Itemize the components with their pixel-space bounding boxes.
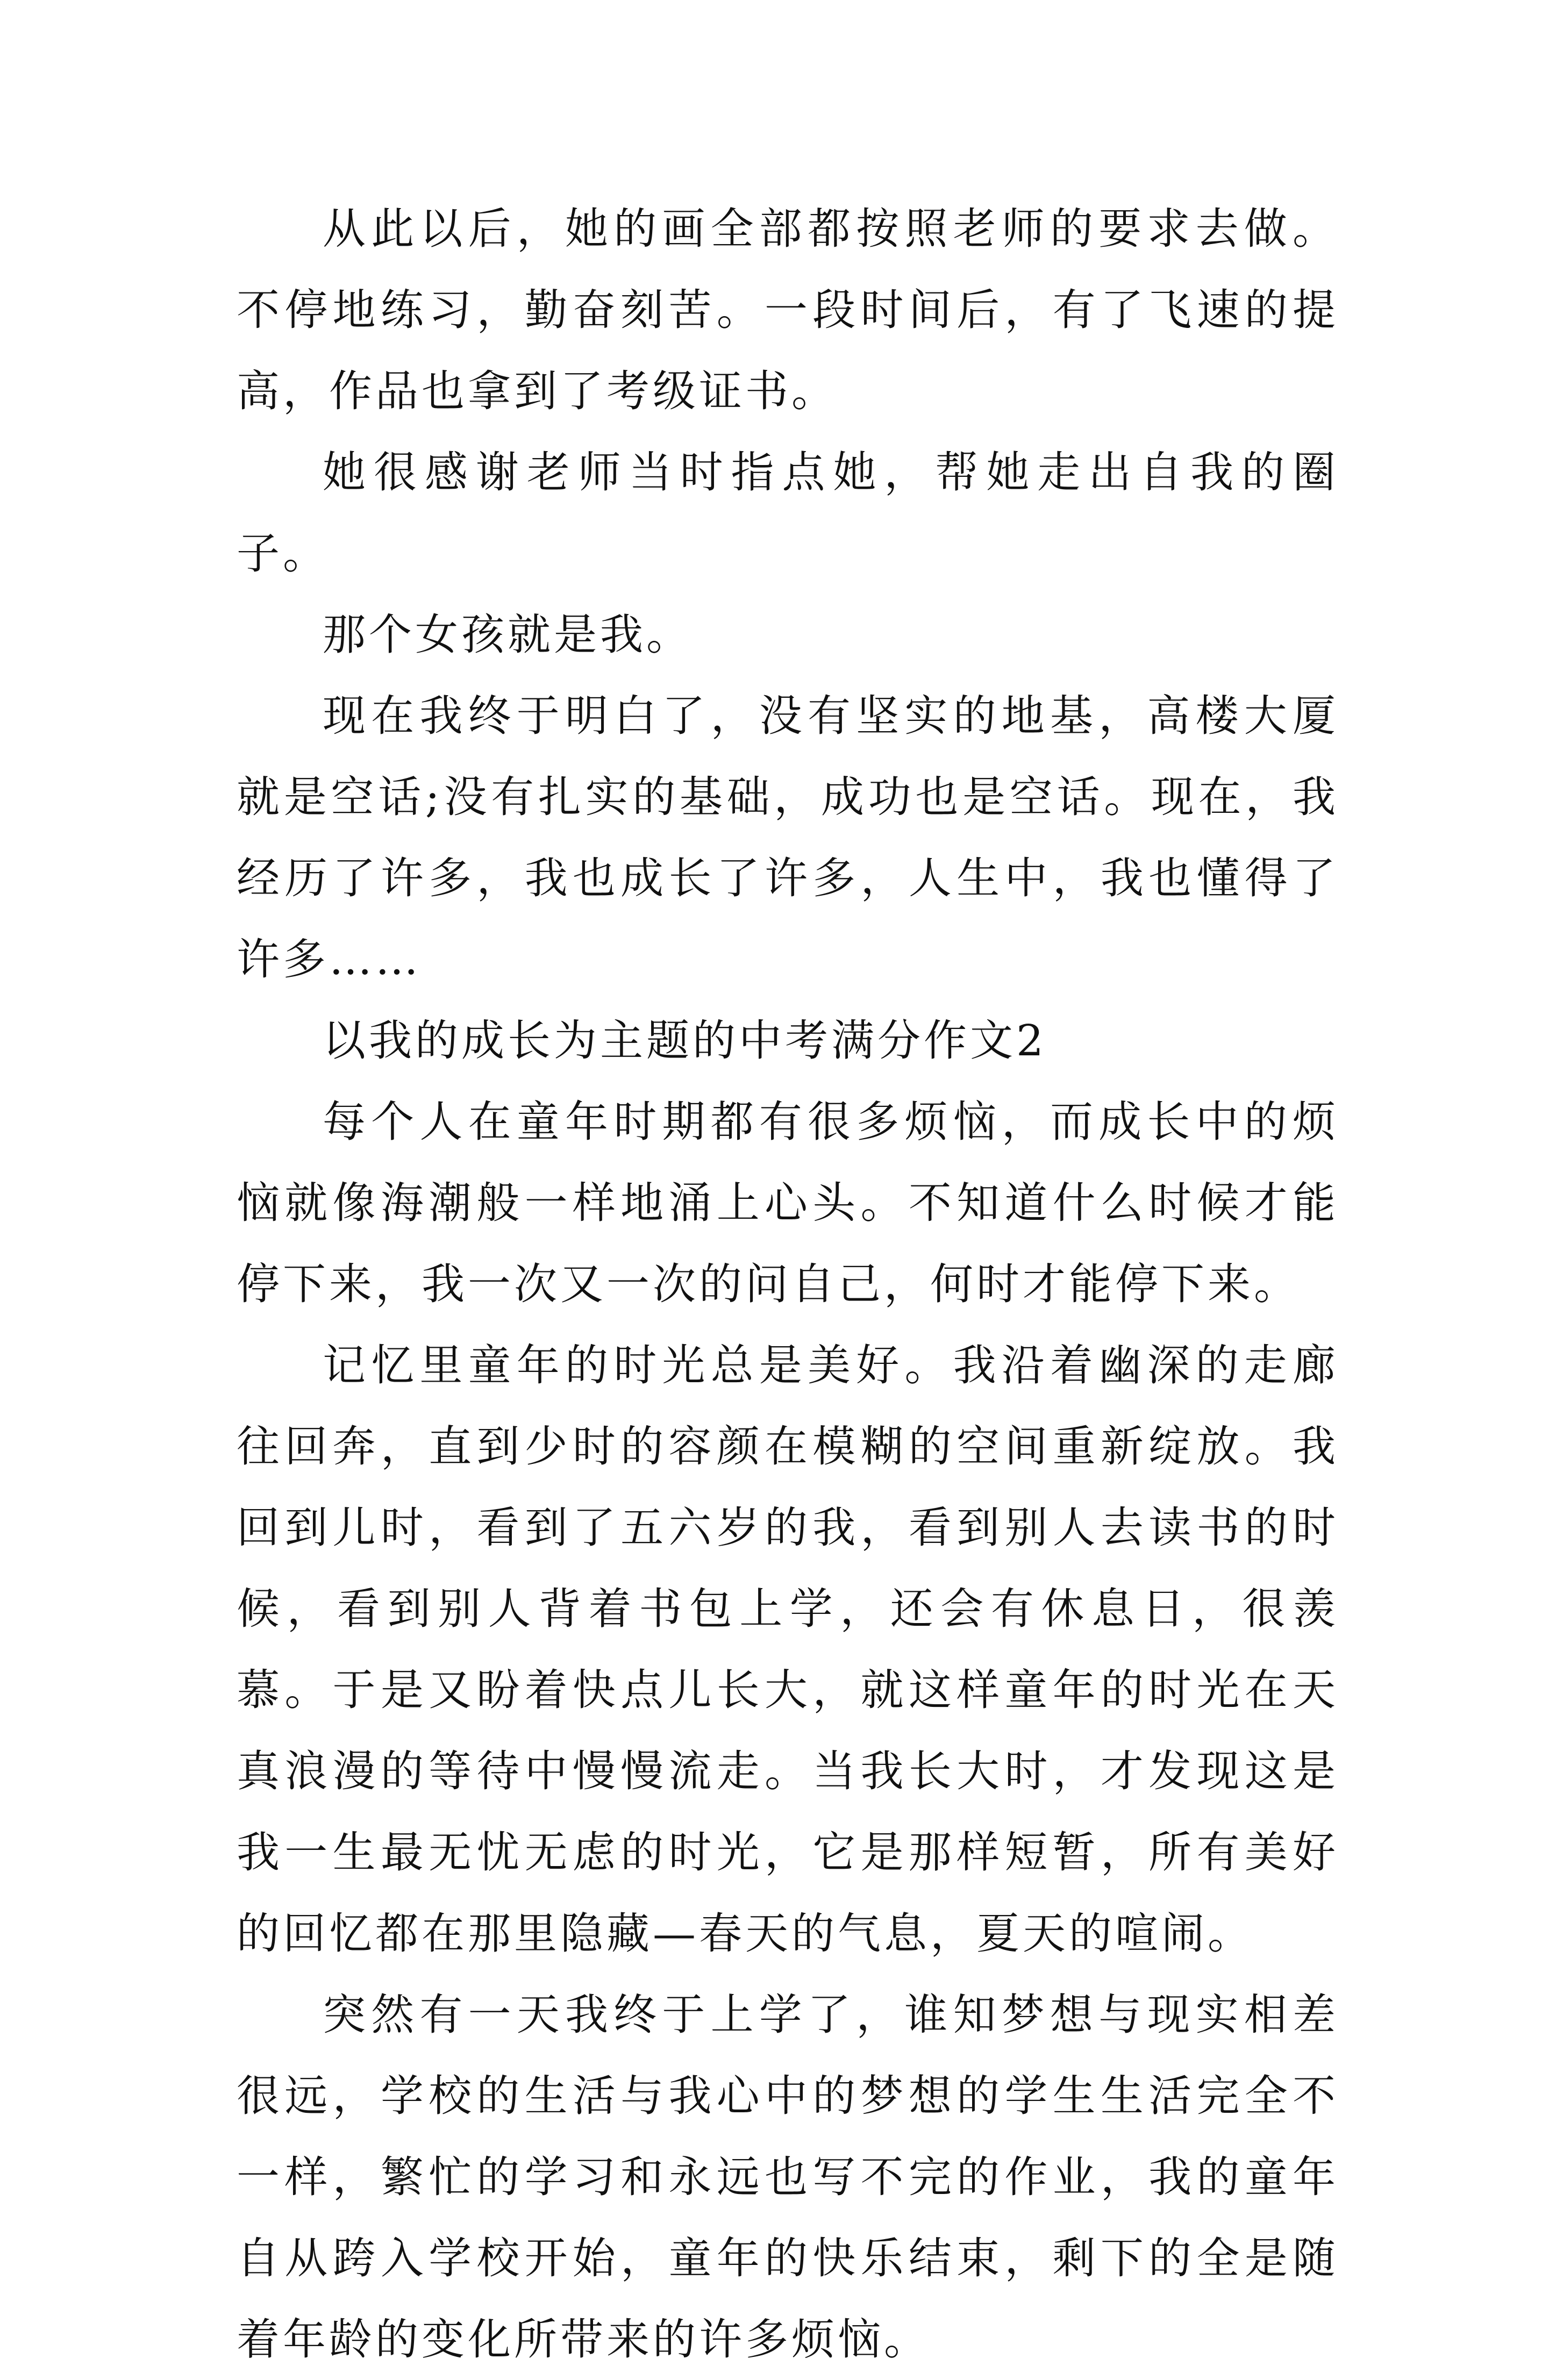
essay-heading-2: 以我的成长为主题的中考满分作文2 — [323, 1016, 1047, 1066]
paragraph-childhood-memories: 记忆里童年的时光总是美好。我沿着幽深的走廊往回奔，直到少时的容颜在模糊的空间重新绽放。我回到儿时，看到了五六岁的我，看到别人去读书的时候，看到别人背着书包上学，还会有休息日，很羡慕。于是又盼着快点儿长大，就这样童年的时光在天真浪漫的等待中慢慢流走。当我长大时，才发现这是我一生最无忧无虑的时光，它是那样短暂，所有美好的回忆都在那里隐藏—春天的气息，夏天的喧闹。 — [237, 1340, 1339, 1959]
paragraph-foundation: 现在我终于明白了，没有坚实的地基，高楼大厦就是空话;没有扎实的基础，成功也是空话。现在，我经历了许多，我也成长了许多，人生中，我也懂得了许多…… — [237, 691, 1339, 984]
paragraph-thanks-teacher: 她很感谢老师当时指点她，帮她走出自我的圈子。 — [237, 447, 1339, 578]
paragraph-starting-school: 突然有一天我终于上学了，谁知梦想与现实相差很远，学校的生活与我心中的梦想的学生生活完全不一样，繁忙的学习和永远也写不完的作业，我的童年自从跨入学校开始，童年的快乐结束，剩下的全是随着年龄的变化所带来的许多烦恼。 — [237, 1990, 1339, 2364]
paragraph-drawing-practice: 从此以后，她的画全部都按照老师的要求去做。不停地练习，勤奋刻苦。一段时间后，有了飞速的提高，作品也拿到了考级证书。 — [237, 204, 1339, 416]
paragraph-that-girl: 那个女孩就是我。 — [323, 610, 693, 660]
paragraph-childhood-worries: 每个人在童年时期都有很多烦恼，而成长中的烦恼就像海潮般一样地涌上心头。不知道什么时候才能停下来，我一次又一次的问自己，何时才能停下来。 — [237, 1097, 1339, 1309]
essay-body — [237, 188, 1339, 2380]
